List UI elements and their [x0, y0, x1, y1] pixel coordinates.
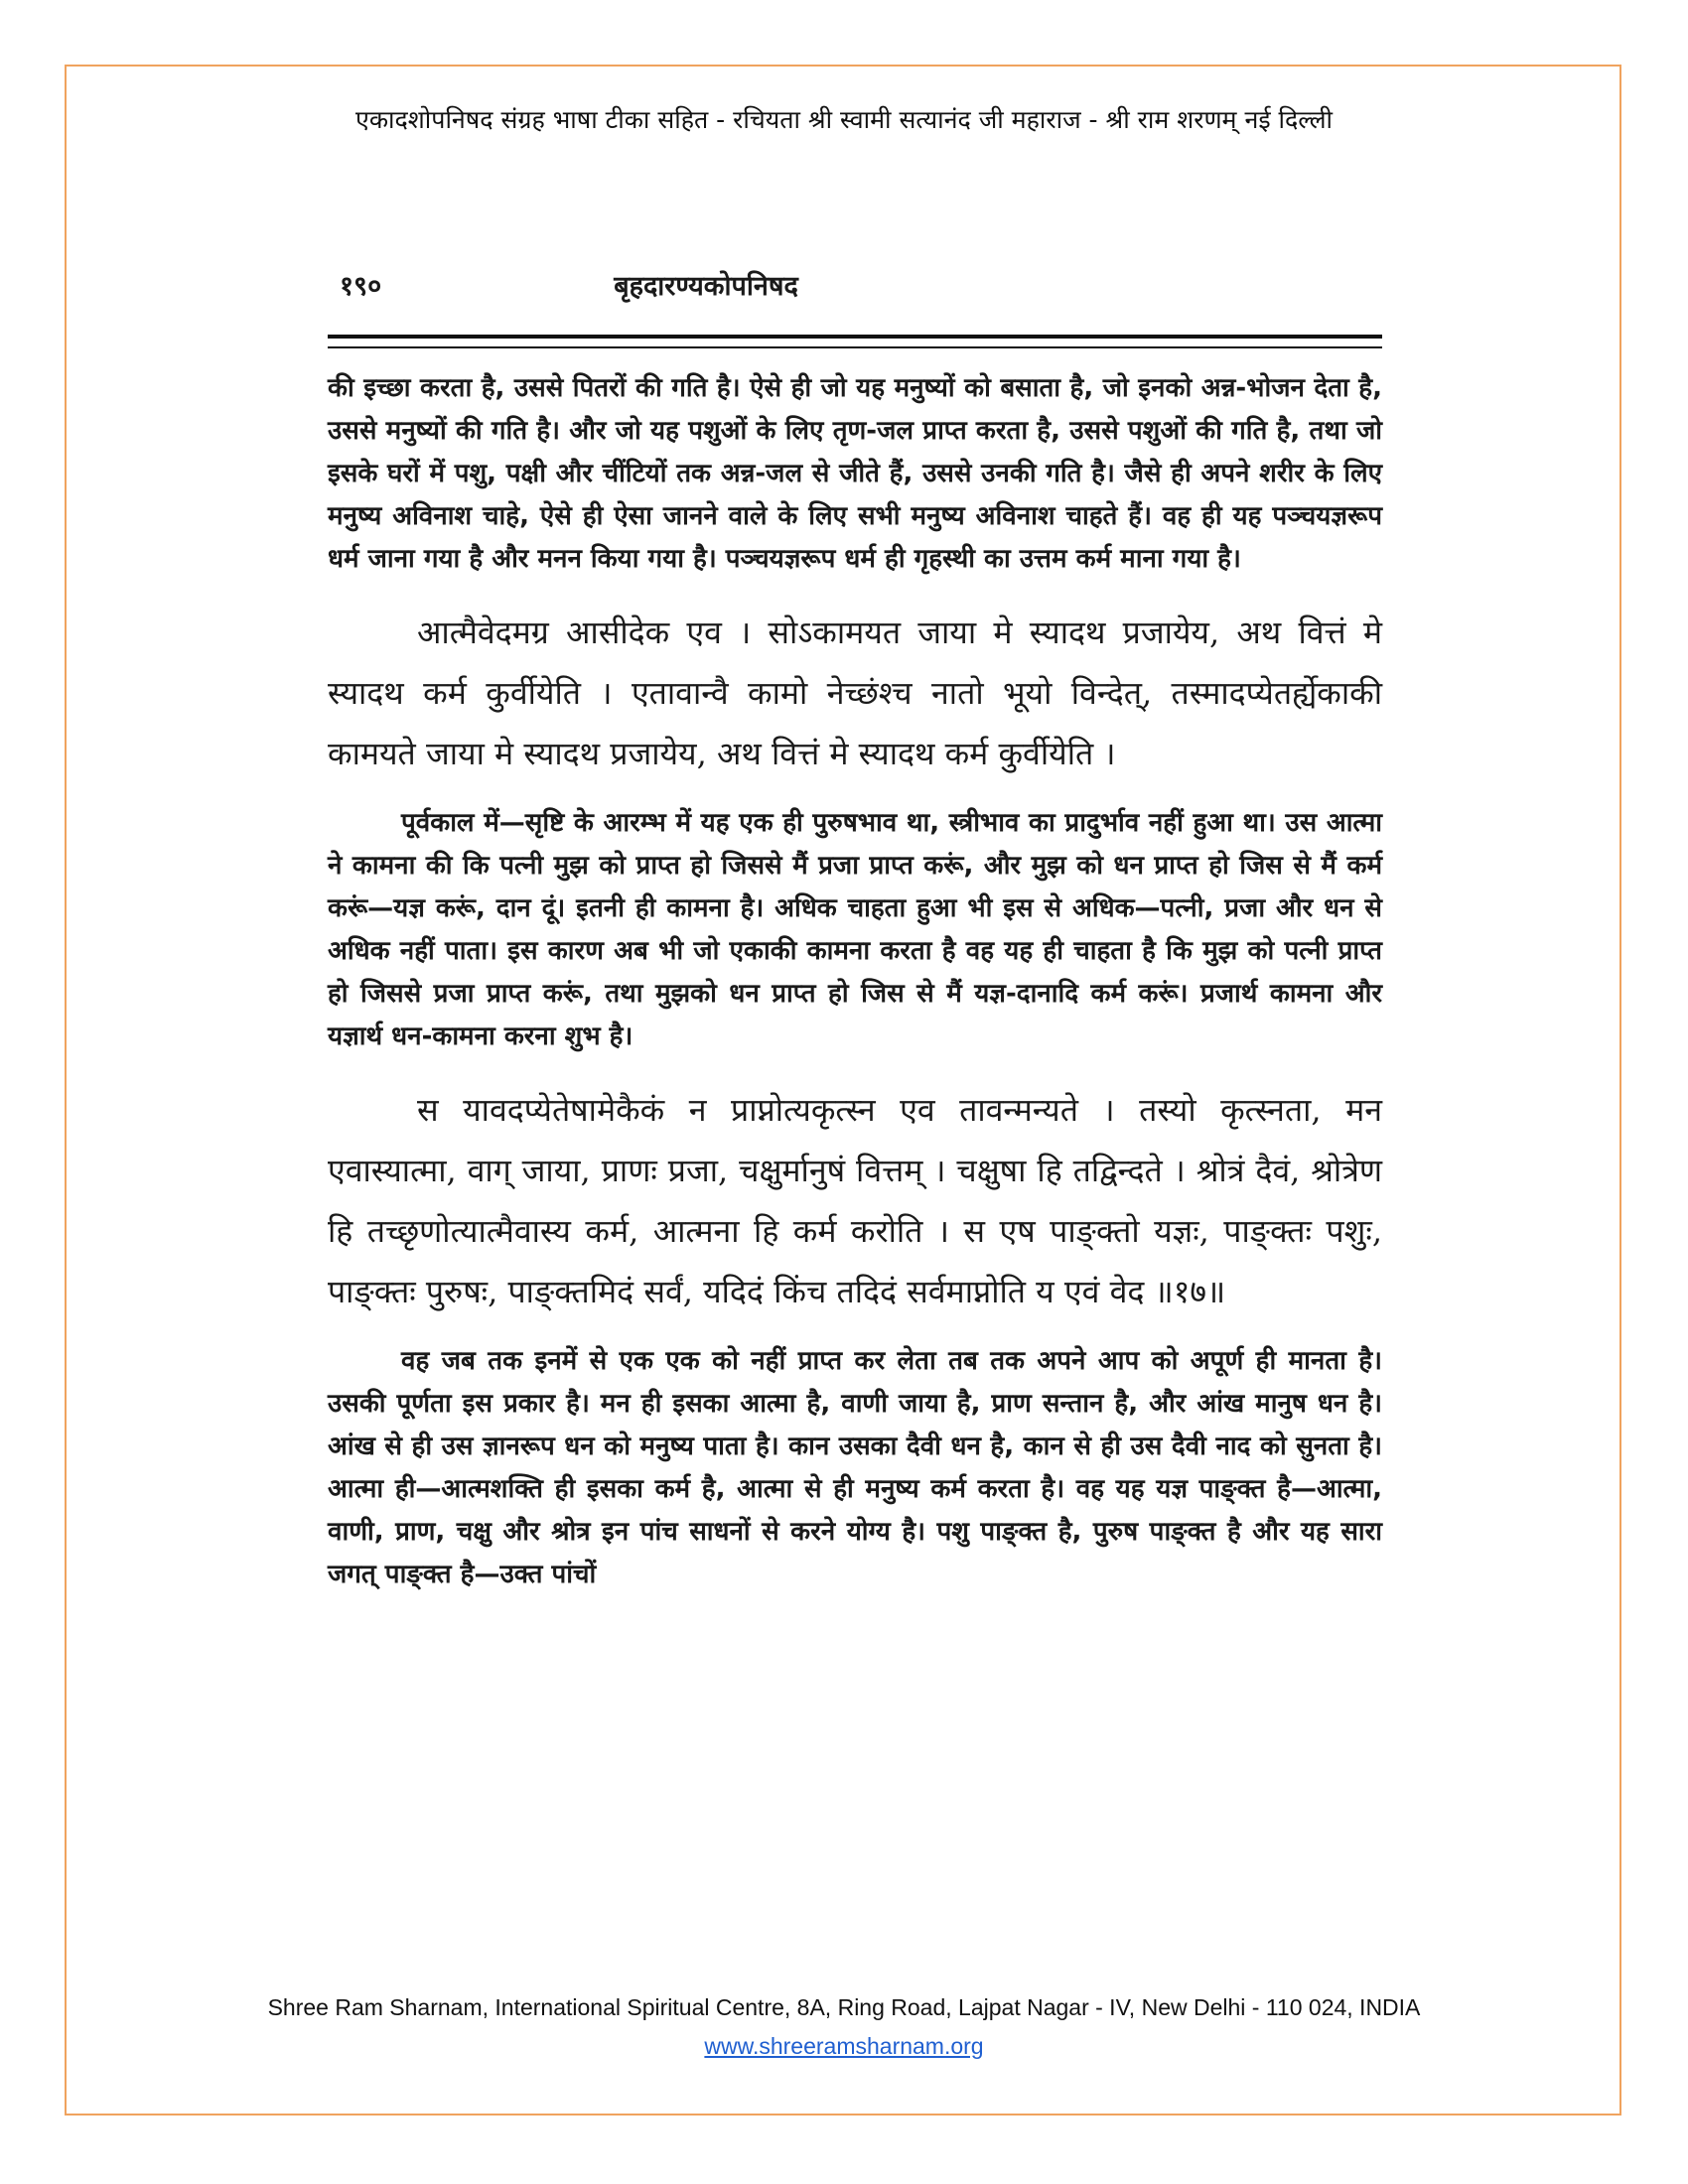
page-number: १९०: [340, 271, 382, 302]
website-link[interactable]: www.shreeramsharnam.org: [704, 2033, 984, 2059]
footer-address: Shree Ram Sharnam, International Spiritual Centre, 8A, Ring Road, Lajpat Nagar - IV, New Delhi - 110 024, INDIA: [267, 1994, 1421, 2020]
sanskrit-verse: स यावदप्येतेषामेकैकं न प्राप्नोत्यकृत्स्न एव तावन्मन्यते । तस्यो कृत्स्नता, मन एवास्यात्मा, वाग् जाया, प्राणः प्रजा, चक्षुर्मानुषं वित्तम् । चक्षुषा हि तद्विन्दते । श्रोत्रं दैवं, श्रोत्रेण हि तच्छृणोत्यात्मैवास्य कर्म, आत्मना हि कर्म करोति । स एष पाङ्क्तो यज्ञः, पाङ्क्तः पशुः, पाङ्क्तः पुरुषः, पाङ्क्तमिदं सर्वं, यदिदं किंच तदिदं सर्वमाप्नोति य एवं वेद ॥१७॥: [328, 1091, 1382, 1310]
commentary-paragraph: की इच्छा करता है, उससे पितरों की गति है। ऐसे ही जो यह मनुष्यों को बसाता है, जो इनको अन्न-भोजन देता है, उससे मनुष्यों की गति है। और जो यह पशुओं के लिए तृण-जल प्राप्त करता है, उससे पशुओं की गति है, तथा जो इसके घरों में पशु, पक्षी और चींटियों तक अन्न-जल से जीते हैं, उससे उनकी गति है। जैसे ही अपने शरीर के लिए मनुष्य अविनाश चाहे, ऐसे ही ऐसा जानने वाले के लिए सभी मनुष्य अविनाश चाहते हैं। वह ही यह पञ्चयज्ञरूप धर्म जाना गया है और मनन किया गया है। पञ्चयज्ञरूप धर्म ही गृहस्थी का उत्तम कर्म माना गया है।: [328, 373, 1382, 574]
header-rule-thick: [328, 335, 1382, 339]
sanskrit-verse: आत्मैवेदमग्र आसीदेक एव । सोऽकामयत जाया मे स्यादथ प्रजायेय, अथ वित्तं मे स्यादथ कर्म कुर्वीयेति । एतावान्वै कामो नेच्छंश्च नातो भूयो विन्देत्, तस्मादप्येतर्ह्येकाकी कामयते जाया मे स्यादथ प्रजायेय, अथ वित्तं मे स्यादथ कर्म कुर्वीयेति ।: [328, 614, 1382, 772]
running-title: बृहदारण्यकोपनिषद: [614, 271, 798, 302]
document-header: एकादशोपनिषद संग्रह भाषा टीका सहित - रचियता श्री स्वामी सत्यानंद जी महाराज - श्री राम शरणम् नई दिल्ली: [355, 105, 1333, 134]
commentary-paragraph: वह जब तक इनमें से एक एक को नहीं प्राप्त कर लेता तब तक अपने आप को अपूर्ण ही मानता है। उसकी पूर्णता इस प्रकार है। मन ही इसका आत्मा है, वाणी जाया है, प्राण सन्तान है, और आंख मानुष धन है। आंख से ही उस ज्ञानरूप धन को मनुष्य पाता है। कान उसका दैवी धन है, कान से ही उस दैवी नाद को सुनता है। आत्मा ही—आत्मशक्ति ही इसका कर्म है, आत्मा से ही मनुष्य कर्म करता है। वह यह यज्ञ पाङ्क्त है—आत्मा, वाणी, प्राण, चक्षु और श्रोत्र इन पांच साधनों से करने योग्य है। पशु पाङ्क्त है, पुरुष पाङ्क्त है और यह सारा जगत् पाङ्क्त है—उक्त पांचों: [328, 1346, 1382, 1589]
scanned-page: [328, 260, 1382, 1944]
header-rule-thin: [328, 346, 1382, 348]
commentary-paragraph: पूर्वकाल में—सृष्टि के आरम्भ में यह एक ही पुरुषभाव था, स्त्रीभाव का प्रादुर्भाव नहीं हुआ था। उस आत्मा ने कामना की कि पत्नी मुझ को प्राप्त हो जिससे मैं प्रजा प्राप्त करूं, और मुझ को धन प्राप्त हो जिस से मैं कर्म करूं—यज्ञ करूं, दान दूं। इतनी ही कामना है। अधिक चाहता हुआ भी इस से अधिक—पत्नी, प्रजा और धन से अधिक नहीं पाता। इस कारण अब भी जो एकाकी कामना करता है वह यह ही चाहता है कि मुझ को पत्नी प्राप्त हो जिससे प्रजा प्राप्त करूं, तथा मुझको धन प्राप्त हो जिस से मैं यज्ञ-दानादि कर्म करूं। प्रजार्थ कामना और यज्ञार्थ धन-कामना करना शुभ है।: [328, 808, 1382, 1051]
body-text: [328, 367, 1382, 1596]
